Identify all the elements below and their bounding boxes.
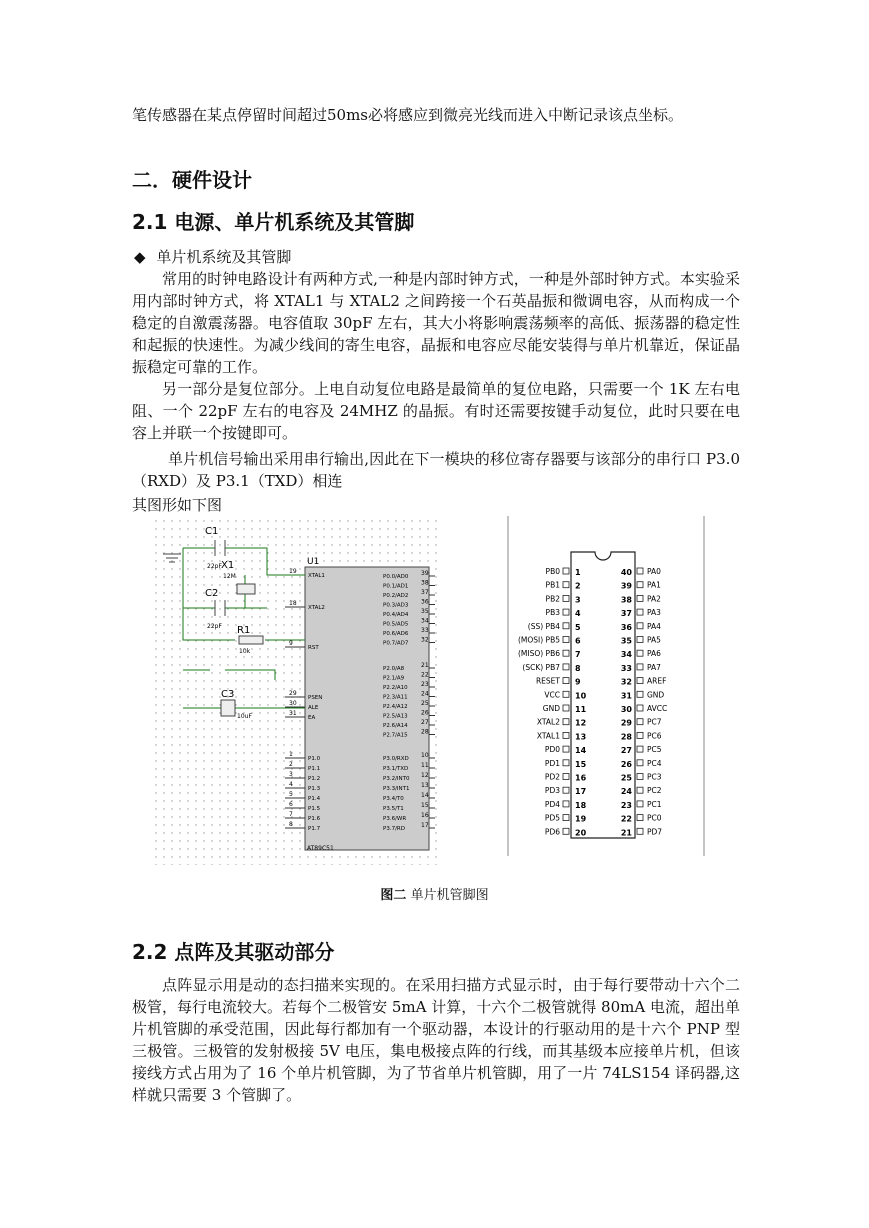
right-pin-name: P2.6/A14 xyxy=(383,723,408,729)
matrix-paragraph: 点阵显示用是动的态扫描来实现的。在采用扫描方式显示时，由于每行要带动十六个二极管，每行电流较大。若每个二极管安 5mA 计算，十六个二极管就得 80mA 电流，超出单片机管脚的承受范围，因此每行都加有一个驱动器，本设计的行驱动用的是十六个 PNP 型三极管。三极管的发射极接 5V 电压，集电极接点阵的行线，而其基级本应接单片机，但该接线方式占用为了 16 个单片机管脚，为了节省单片机管脚，用了一片 74LS154 译码器,这样就只需要 3 个管脚了。 xyxy=(132,976,740,1104)
right-pin-number: 39 xyxy=(421,570,429,577)
right-pin-name: P2.3/A11 xyxy=(383,694,408,701)
reset-paragraph: 另一部分是复位部分。上电自动复位电路是最简单的复位电路，只需要一个 1K 左右电阻、一个 22pF 左右的电容及 24MHZ 的晶振。有时还需要按键手动复位，此时只要在电容上并联一个按键即可。 xyxy=(132,380,740,442)
dip-pin-right-name: PA7 xyxy=(647,662,661,672)
right-pin-number: 36 xyxy=(421,598,429,606)
right-pin-number: 25 xyxy=(421,700,429,707)
dip-pin-right xyxy=(637,801,643,807)
dip-pin-left-name: VCC xyxy=(544,690,560,700)
right-pin-number: 21 xyxy=(421,662,429,669)
section-2-1-title: 2.1 电源、单片机系统及其管脚 xyxy=(132,210,415,234)
right-pin-name: P0.4/AD4 xyxy=(383,612,409,618)
dip-pin-right xyxy=(637,746,643,752)
dip-pin-left-name: (SCK) PB7 xyxy=(522,662,560,672)
c1-label: C1 xyxy=(205,526,219,537)
dip-pin-right-number: 35 xyxy=(620,636,632,646)
dip-pin-left-number: 15 xyxy=(575,759,587,769)
right-pin-number: 24 xyxy=(421,690,429,698)
caption-text: 单片机管脚图 xyxy=(406,888,489,903)
dip-pin-left-number: 1 xyxy=(575,568,581,577)
dip-pin-right xyxy=(637,691,643,697)
dip-pin-right-number: 39 xyxy=(620,581,632,591)
dip-pin-left-name: XTAL2 xyxy=(536,717,560,727)
dip-pin-right xyxy=(637,719,643,725)
dip-pin-right xyxy=(637,595,643,601)
dip-pin-left xyxy=(563,815,569,821)
dip-pin-left xyxy=(563,637,569,643)
dip-pin-left-number: 16 xyxy=(575,773,587,783)
dip-pin-left xyxy=(563,595,569,601)
dip-pin-left xyxy=(563,828,569,834)
dip-pin-right-number: 27 xyxy=(620,746,632,756)
left-pin-number: 31 xyxy=(289,710,297,717)
left-pin-number: 5 xyxy=(289,791,293,798)
dip-pin-right xyxy=(637,623,643,629)
left-pin-name: RST xyxy=(308,645,319,651)
dip-pin-left-number: 18 xyxy=(575,800,587,810)
r1-value: 10k xyxy=(239,648,251,655)
right-pin-name: P0.1/AD1 xyxy=(383,583,409,590)
right-pin-number: 32 xyxy=(421,636,429,644)
dip-pin-right-name: PA6 xyxy=(647,649,661,659)
right-pin-number: 35 xyxy=(421,608,429,615)
left-pin-number: 6 xyxy=(289,801,293,808)
dip-pin-right xyxy=(637,760,643,766)
dip-pin-left-number: 19 xyxy=(575,814,587,824)
dip-pin-left-number: 12 xyxy=(575,718,587,728)
left-pin-number: 19 xyxy=(289,568,297,575)
dip-pin-right-number: 34 xyxy=(620,650,632,660)
dip-pin-left-name: PD2 xyxy=(544,772,560,782)
dip-pin-right-name: PC0 xyxy=(647,813,662,823)
dip-pin-right-name: AVCC xyxy=(647,704,668,713)
right-pin-number: 13 xyxy=(421,782,429,789)
dip-pin-right-name: PA4 xyxy=(647,621,661,631)
left-pin-number: 30 xyxy=(289,700,297,707)
r1-label: R1 xyxy=(237,625,251,636)
dip-pin-right-number: 28 xyxy=(620,732,632,742)
c2-label: C2 xyxy=(205,588,219,599)
right-pin-name: P0.5/AD5 xyxy=(383,621,409,628)
dip-pin-right xyxy=(637,815,643,821)
x1-label: X1 xyxy=(221,560,235,571)
dip-pin-left xyxy=(563,705,569,711)
dip-pin-left-name: PD1 xyxy=(544,758,560,768)
left-pin-name: P1.5 xyxy=(308,806,321,812)
dip-pin-right-number: 21 xyxy=(620,828,632,838)
dip-pin-right-name: PA0 xyxy=(647,567,661,576)
dip-pin-right-number: 30 xyxy=(620,705,632,714)
dip-pin-left-number: 14 xyxy=(575,746,587,756)
dip-pin-right-number: 25 xyxy=(620,773,632,783)
dip-pin-left xyxy=(563,732,569,738)
right-pin-number: 38 xyxy=(421,579,429,587)
dip-pin-left-number: 2 xyxy=(575,581,581,591)
dip-pin-right-number: 24 xyxy=(620,787,632,797)
c2-value: 22pF xyxy=(207,623,222,630)
right-pin-number: 26 xyxy=(421,709,429,717)
right-pin-name: P3.3/INT1 xyxy=(383,786,410,792)
dip-pin-right-name: GND xyxy=(647,690,665,700)
dip-pin-right xyxy=(637,732,643,738)
dip-pin-right-name: PA3 xyxy=(647,608,661,618)
dip-pin-left-number: 8 xyxy=(575,663,581,673)
dip-pin-left-name: GND xyxy=(542,704,560,713)
left-pin-number: 3 xyxy=(289,771,293,778)
right-pin-name: P2.7/A15 xyxy=(383,732,408,739)
dip-pin-left xyxy=(563,719,569,725)
dip-pin-right-name: PC4 xyxy=(647,758,662,768)
dip-pin-right-name: PC5 xyxy=(647,745,662,755)
right-pin-number: 34 xyxy=(421,617,429,625)
right-pin-name: P0.2/AD2 xyxy=(383,593,409,599)
dip-pin-left xyxy=(563,623,569,629)
dip-pin-left-name: RESET xyxy=(535,676,560,686)
left-pin-name: EA xyxy=(308,715,316,721)
left-pin-number: 18 xyxy=(289,600,297,607)
c3-symbol xyxy=(221,700,235,716)
left-pin-name: P1.1 xyxy=(308,766,321,772)
dip-pin-left-name: PD4 xyxy=(544,799,560,809)
dip-pin-right xyxy=(637,678,643,684)
diamond-bullet-icon: ◆ xyxy=(134,248,146,266)
dip-pin-right-number: 36 xyxy=(620,622,632,632)
dip-pin-right-name: PA1 xyxy=(647,580,661,590)
right-pin-name: P3.4/T0 xyxy=(383,796,404,802)
dip-pin-left-name: (SS) PB4 xyxy=(527,621,560,631)
dip-pin-left xyxy=(563,650,569,656)
dip-pin-right-number: 33 xyxy=(620,663,632,673)
right-pin-name: P0.6/AD6 xyxy=(383,631,409,637)
dip-pin-right-name: PA5 xyxy=(647,635,661,645)
chip-name-label: AT89C51 xyxy=(307,845,334,852)
crystal-symbol xyxy=(237,584,255,594)
dip-pin-right xyxy=(637,664,643,670)
dip-pin-right-number: 23 xyxy=(620,800,632,810)
dip-pin-right-name: PA2 xyxy=(647,594,661,604)
right-pin-name: P3.0/RXD xyxy=(383,756,409,762)
left-pin-number: 8 xyxy=(289,821,293,828)
left-pin-name: P1.3 xyxy=(308,786,321,792)
dip-pin-right xyxy=(637,650,643,656)
right-pin-name: P0.7/AD7 xyxy=(383,640,409,647)
right-pin-number: 28 xyxy=(421,728,429,736)
right-pin-name: P2.2/A10 xyxy=(383,685,408,691)
right-pin-name: P0.3/AD3 xyxy=(383,602,409,609)
right-pin-name: P2.0/A8 xyxy=(383,666,405,672)
dip-pin-left-name: (MISO) PB6 xyxy=(517,649,560,659)
dip-pin-right xyxy=(637,705,643,711)
dip-pin-left xyxy=(563,609,569,615)
dip-pin-left-number: 5 xyxy=(575,622,581,632)
dip-pin-right xyxy=(637,637,643,643)
dip-pin-left-number: 6 xyxy=(575,636,581,646)
dip-pin-left-name: PB0 xyxy=(545,567,560,576)
right-pin-number: 12 xyxy=(421,772,429,779)
left-pin-name: P1.4 xyxy=(308,796,321,802)
dip-pin-right-number: 32 xyxy=(620,677,632,687)
right-pin-number: 33 xyxy=(421,627,429,634)
dip-pin-left-number: 17 xyxy=(575,787,587,797)
dip-pin-left xyxy=(563,801,569,807)
dip-pin-left-number: 9 xyxy=(575,677,581,687)
dip-pin-left xyxy=(563,691,569,697)
left-pin-name: XTAL1 xyxy=(308,573,325,579)
dip-pin-left-name: PB1 xyxy=(545,580,560,590)
dip-pin-left-name: PB3 xyxy=(545,608,560,618)
dip-pin-right-number: 22 xyxy=(620,814,632,824)
dip-pin-left-number: 13 xyxy=(575,732,587,742)
right-pin-number: 14 xyxy=(421,792,429,799)
dip-pin-left xyxy=(563,678,569,684)
dip-pin-left-number: 4 xyxy=(575,609,581,619)
dip-pin-left xyxy=(563,582,569,588)
mcu-schematic xyxy=(155,520,440,865)
right-pin-number: 27 xyxy=(421,719,429,726)
c3-label: C3 xyxy=(221,689,235,700)
left-pin-name: P1.2 xyxy=(308,776,321,782)
serial-paragraph: 单片机信号输出采用串行输出,因此在下一模块的移位寄存器要与该部分的串行口 P3.0（RXD）及 P3.1（TXD）相连 xyxy=(132,450,740,490)
right-pin-number: 23 xyxy=(421,681,429,688)
c1-value: 22pF xyxy=(207,563,222,570)
dip-pin-left xyxy=(563,760,569,766)
right-pin-name: P2.5/A13 xyxy=(383,713,408,720)
dip-pin-right-name: AREF xyxy=(647,676,667,686)
dip-pin-left xyxy=(563,664,569,670)
right-pin-number: 15 xyxy=(421,802,429,809)
dip-pin-right-name: PC2 xyxy=(647,786,662,796)
left-pin-name: ALE xyxy=(308,705,319,711)
intro-paragraph: 笔传感器在某点停留时间超过50ms必将感应到微亮光线而进入中断记录该点坐标。 xyxy=(132,106,684,124)
dip-pin-right-name: PC7 xyxy=(647,717,662,727)
left-pin-number: 9 xyxy=(289,640,293,647)
dip-pin-right xyxy=(637,828,643,834)
right-pin-name: P2.1/A9 xyxy=(383,675,405,682)
dip-pin-left xyxy=(563,774,569,780)
dip-pin-left-name: XTAL1 xyxy=(536,731,560,741)
dip-pin-left-name: PD5 xyxy=(544,813,560,823)
left-pin-number: 29 xyxy=(289,690,297,697)
dip-pin-right xyxy=(637,582,643,588)
right-pin-number: 11 xyxy=(421,762,429,769)
dip-pin-right-number: 29 xyxy=(620,718,632,728)
dip-pin-right-name: PC3 xyxy=(647,772,662,782)
right-pin-name: P3.7/RD xyxy=(383,826,405,832)
left-pin-number: 1 xyxy=(289,751,293,758)
left-pin-name: P1.6 xyxy=(308,816,321,822)
dip-pin-right xyxy=(637,568,643,574)
right-pin-name: P3.5/T1 xyxy=(383,806,404,812)
dip-pin-left-number: 11 xyxy=(575,705,587,714)
dip-pin-right-number: 26 xyxy=(620,759,632,769)
bullet-line xyxy=(134,246,291,267)
dip-pin-right-number: 38 xyxy=(620,595,632,605)
left-pin-number: 4 xyxy=(289,781,293,788)
dip-pin-left-name: PD0 xyxy=(544,745,560,755)
dip-pin-left-number: 10 xyxy=(575,691,587,701)
u1-label: U1 xyxy=(307,557,320,567)
left-pin-number: 2 xyxy=(289,761,293,768)
right-pin-number: 16 xyxy=(421,812,429,819)
dip-pin-right-name: PD7 xyxy=(647,827,663,837)
dip-pin-right-number: 37 xyxy=(620,609,632,619)
right-pin-name: P3.2/INT0 xyxy=(383,776,410,782)
dip-pin-right-name: PC6 xyxy=(647,731,662,741)
section-2-title: 二．硬件设计 xyxy=(132,168,252,192)
figure-intro: 其图形如下图 xyxy=(132,496,223,514)
dip-pin-right-name: PC1 xyxy=(647,799,662,809)
right-pin-number: 37 xyxy=(421,589,429,596)
dip40-pinout xyxy=(505,516,707,858)
dip-pin-left-number: 7 xyxy=(575,650,581,660)
caption-number: 图二 xyxy=(380,888,407,903)
c3-value: 10uF xyxy=(237,713,252,720)
dip-pin-right xyxy=(637,774,643,780)
dip-pin-left xyxy=(563,568,569,574)
left-pin-name: P1.0 xyxy=(308,756,321,762)
right-pin-name: P2.4/A12 xyxy=(383,704,408,710)
clock-paragraph: 常用的时钟电路设计有两种方式,一种是内部时钟方式，一种是外部时钟方式。本实验采用内部时钟方式，将 XTAL1 与 XTAL2 之间跨接一个石英晶振和微调电容，从而构成一个稳定的自激震荡器。电容值取 30pF 左右，其大小将影响震荡频率的高低、振荡器的稳定性和起振的快速性。为减少线间的寄生电容，晶振和电容应尽能安装得与单片机靠近，保证晶振稳定可靠的工作。 xyxy=(132,270,740,376)
dip-pin-right-number: 40 xyxy=(620,568,632,577)
section-2-2-title: 2.2 点阵及其驱动部分 xyxy=(132,940,335,964)
dip-pin-left-name: PD6 xyxy=(544,827,560,837)
figure-caption xyxy=(0,884,869,903)
dip-pin-left xyxy=(563,787,569,793)
dip-pin-right-number: 31 xyxy=(620,691,632,701)
dip-pin-left-number: 3 xyxy=(575,595,581,605)
dip-pin-left-name: (MOSI) PB5 xyxy=(517,635,560,645)
dip-pin-left xyxy=(563,746,569,752)
right-pin-number: 10 xyxy=(421,752,429,759)
left-pin-number: 7 xyxy=(289,811,293,818)
dip-pin-left-name: PB2 xyxy=(545,594,560,604)
right-pin-number: 22 xyxy=(421,671,429,679)
dip-pin-left-name: PD3 xyxy=(544,786,560,796)
left-pin-name: XTAL2 xyxy=(308,605,325,611)
left-pin-name: P1.7 xyxy=(308,826,321,832)
right-pin-number: 17 xyxy=(421,822,429,829)
dip-pin-left-number: 20 xyxy=(575,828,587,838)
dip-pin-right xyxy=(637,787,643,793)
left-pin-name: PSEN xyxy=(308,695,323,701)
x1-value: 12M xyxy=(223,573,236,580)
dip-pin-right xyxy=(637,609,643,615)
right-pin-name: P0.0/AD0 xyxy=(383,574,409,580)
right-pin-name: P3.6/WR xyxy=(383,816,407,822)
right-pin-name: P3.1/TXD xyxy=(383,766,409,772)
resistor-symbol xyxy=(239,636,263,644)
bullet-text: 单片机系统及其管脚 xyxy=(156,248,292,266)
